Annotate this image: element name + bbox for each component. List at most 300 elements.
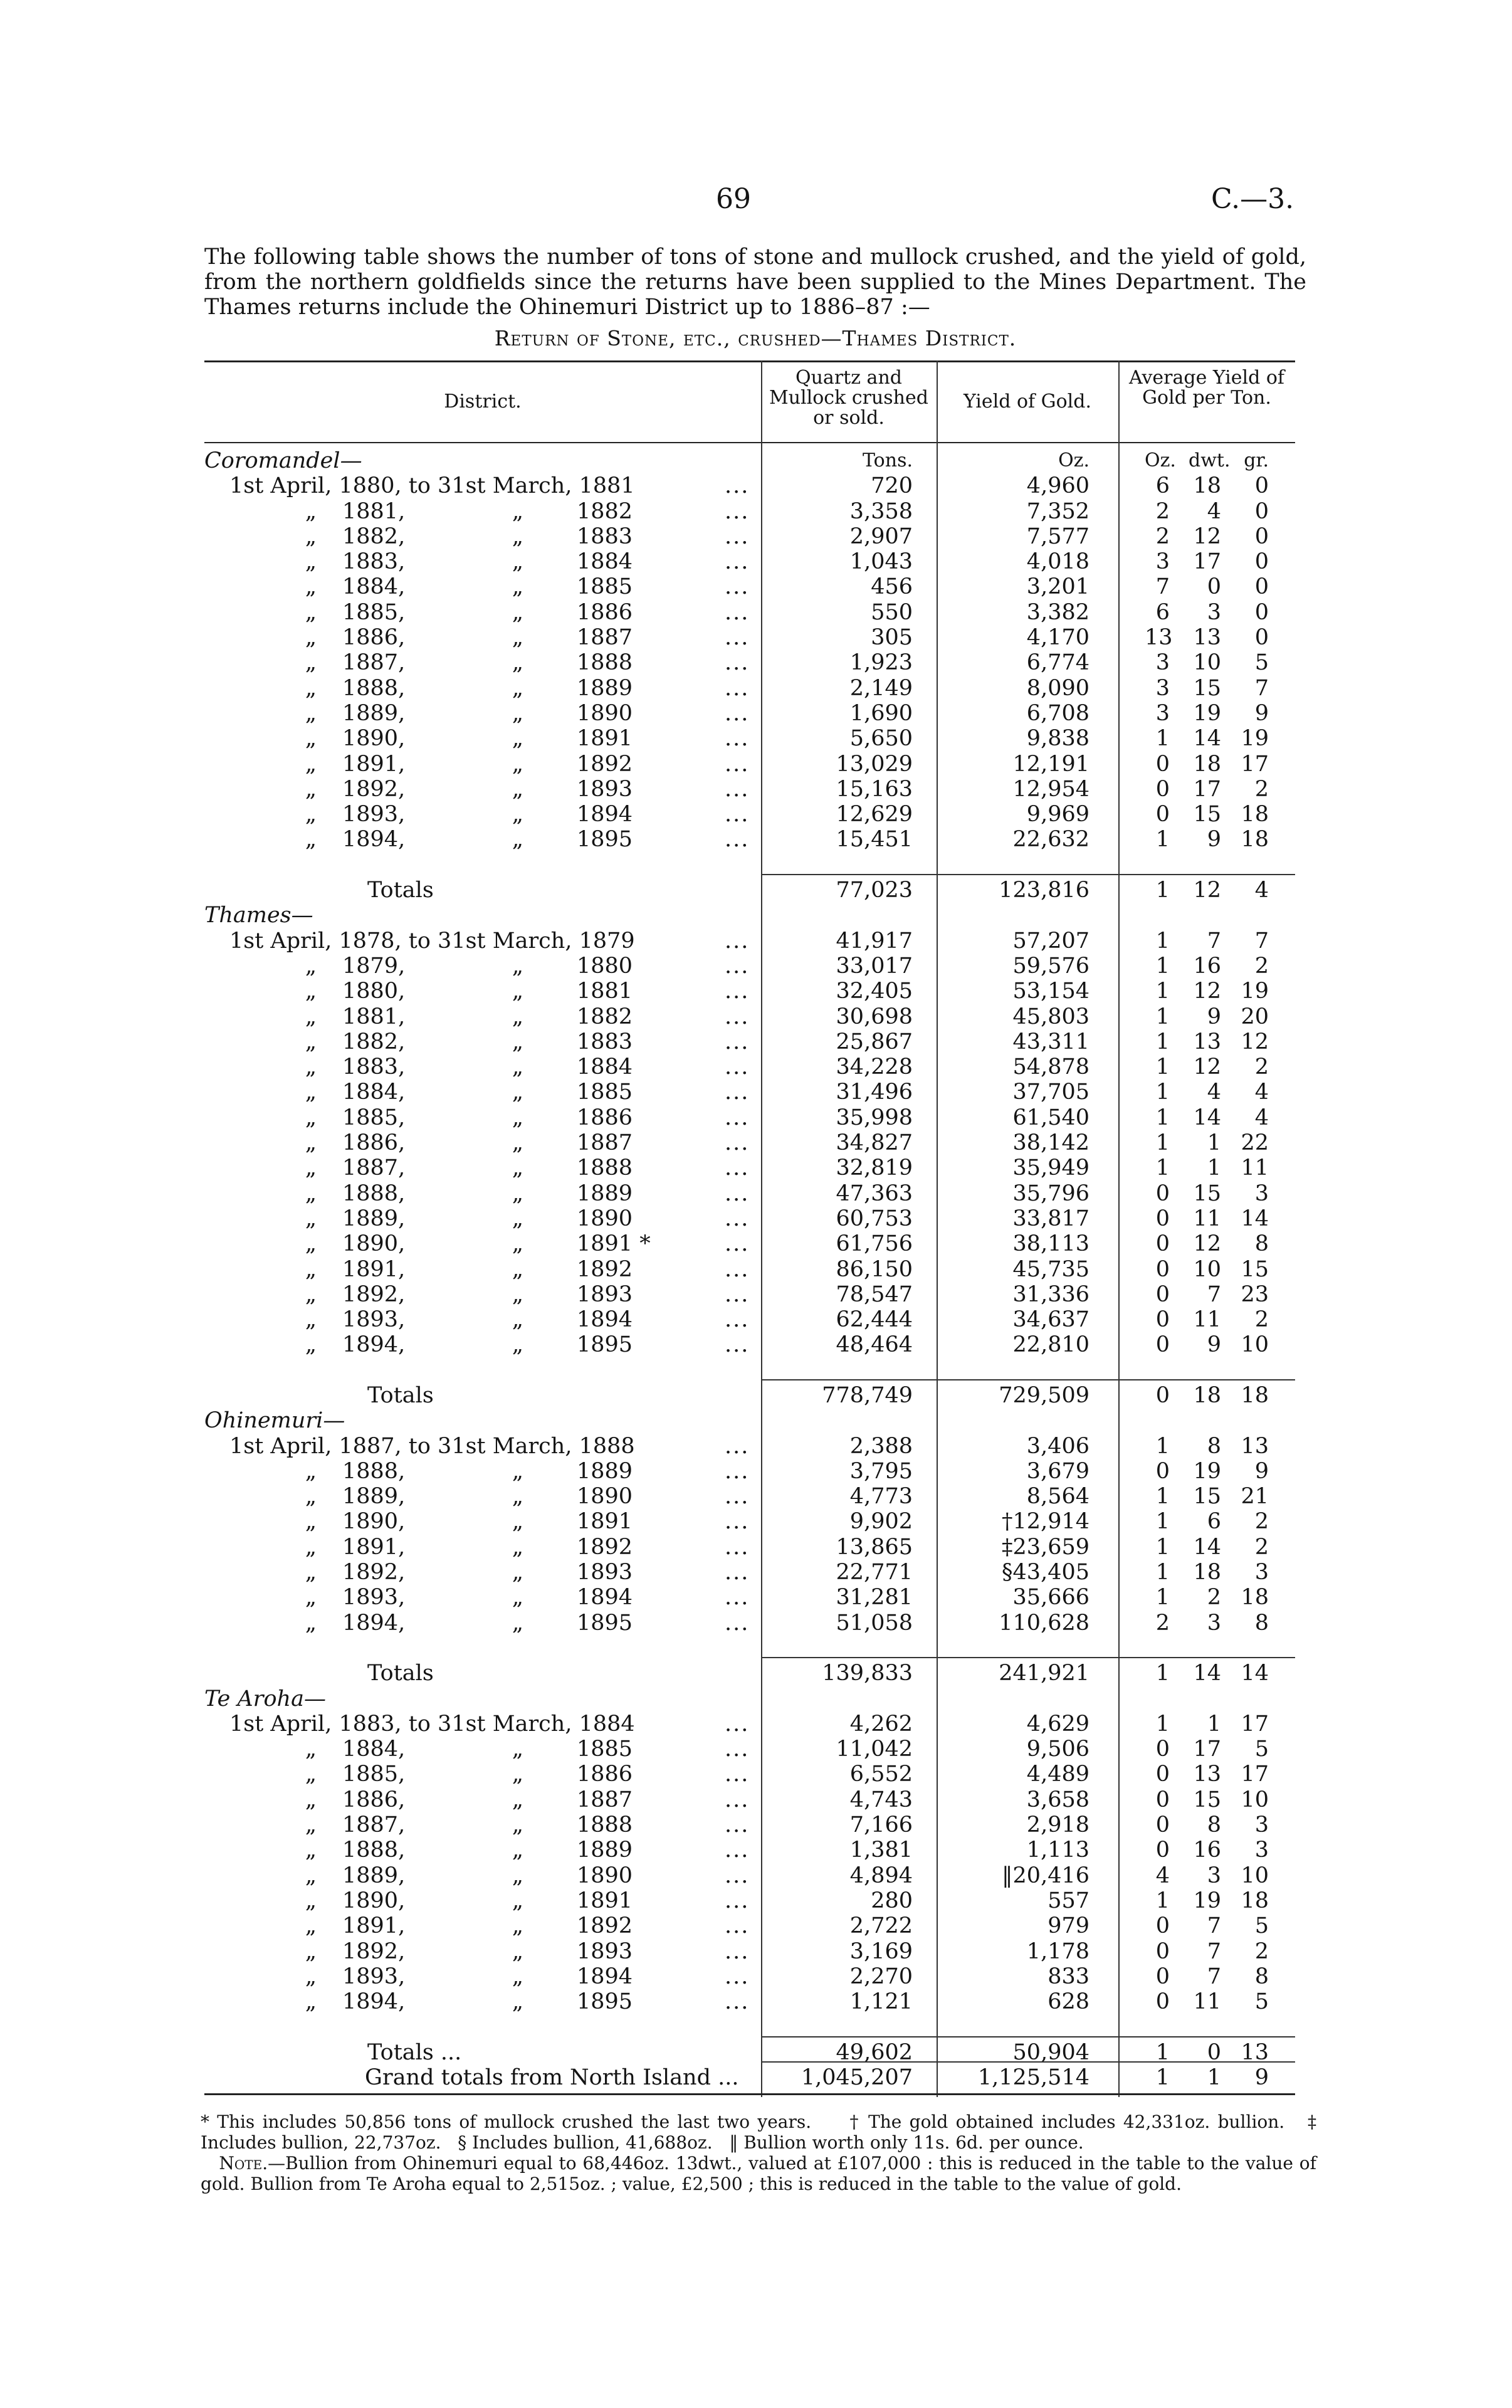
table-row — [204, 1812, 1295, 1838]
average-oz: 1 — [1155, 1509, 1170, 1535]
period-start: 1890, — [342, 1509, 406, 1535]
leader-dots: ... — [725, 1180, 750, 1206]
ditto-mark: „ — [305, 1130, 317, 1156]
period-start: 1893, — [342, 1585, 406, 1611]
leader-dots: ... — [725, 827, 750, 853]
average-gr: 0 — [1254, 498, 1269, 524]
tons-crushed: 7,166 — [849, 1812, 913, 1838]
average-oz: 4 — [1155, 1863, 1170, 1888]
period-start: 1880, — [342, 979, 406, 1004]
average-gr: 9 — [1254, 1458, 1269, 1484]
table-row — [204, 1611, 1295, 1636]
period-end: 1891 * — [577, 1231, 651, 1257]
ditto-mark: „ — [305, 1458, 317, 1484]
average-dwt: 11 — [1193, 1989, 1221, 2015]
gold-yield: 4,018 — [1026, 549, 1089, 575]
period-end: 1892 — [577, 1256, 633, 1282]
table-row — [204, 701, 1295, 726]
average-gr: 5 — [1254, 1989, 1269, 2015]
ditto-mark: „ — [512, 1838, 524, 1863]
average-oz: 3 — [1155, 675, 1170, 701]
tons-crushed: 2,270 — [849, 1964, 913, 1989]
leader-dots: ... — [725, 1711, 750, 1737]
gold-yield: 4,489 — [1026, 1762, 1089, 1787]
average-dwt: 12 — [1193, 1231, 1221, 1257]
tons-crushed: 2,149 — [849, 675, 913, 701]
tons-crushed: 13,029 — [836, 751, 913, 777]
tons-crushed: 3,358 — [849, 498, 913, 524]
tons-crushed: 86,150 — [836, 1256, 913, 1282]
period-end: 1893 — [577, 1281, 633, 1307]
average-dwt: 17 — [1193, 549, 1221, 575]
average-oz: 0 — [1155, 1281, 1170, 1307]
ditto-mark: „ — [512, 1155, 524, 1181]
ditto-mark: „ — [305, 1509, 317, 1535]
unit-oz: Oz. — [1145, 450, 1176, 471]
period-start: 1884, — [342, 1080, 406, 1105]
average-gr: 13 — [1241, 1433, 1269, 1459]
period-end: 1884 — [577, 1054, 633, 1080]
average-oz: 0 — [1155, 1787, 1170, 1812]
average-oz: 1 — [1155, 1130, 1170, 1156]
gold-yield: 38,113 — [1012, 1231, 1089, 1257]
totals-rule — [761, 2036, 1295, 2037]
tons-crushed: 12,629 — [836, 802, 913, 828]
header-yield: Yield of Gold. — [963, 391, 1092, 413]
average-gr: 9 — [1254, 2065, 1269, 2090]
average-gr: 13 — [1241, 2039, 1269, 2065]
ditto-mark: „ — [512, 1054, 524, 1080]
gold-yield: 12,954 — [1012, 776, 1089, 802]
table-row — [204, 650, 1295, 675]
period-start: 1889, — [342, 1484, 406, 1510]
leader-dots: ... — [725, 802, 750, 828]
average-gr: 14 — [1241, 1661, 1269, 1686]
average-dwt: 0 — [1207, 574, 1221, 600]
totals-oz: 50,904 — [1012, 2039, 1089, 2065]
ditto-mark: „ — [305, 1737, 317, 1762]
average-dwt: 13 — [1193, 625, 1221, 651]
period-start: 1887, — [342, 650, 406, 676]
ditto-mark: „ — [305, 1332, 317, 1358]
ditto-mark: „ — [512, 1256, 524, 1282]
average-oz: 1 — [1155, 1888, 1170, 1913]
period-end: 1887 — [577, 625, 633, 651]
average-gr: 2 — [1254, 1509, 1269, 1535]
gold-yield: 628 — [1047, 1989, 1089, 2015]
average-oz: 6 — [1155, 599, 1170, 625]
ditto-mark: „ — [305, 1838, 317, 1863]
ditto-mark: „ — [305, 827, 317, 853]
totals-rule — [761, 1379, 1295, 1380]
leader-dots: ... — [725, 1762, 750, 1787]
gold-yield: 2,918 — [1026, 1812, 1089, 1838]
ditto-mark: „ — [512, 700, 524, 726]
gold-yield: 61,540 — [1012, 1105, 1089, 1130]
average-gr: 3 — [1254, 1560, 1269, 1585]
average-dwt: 15 — [1193, 675, 1221, 701]
average-dwt: 18 — [1193, 1382, 1221, 1408]
average-dwt: 4 — [1207, 498, 1221, 524]
tons-crushed: 32,819 — [836, 1155, 913, 1181]
average-dwt: 1 — [1207, 1155, 1221, 1181]
average-oz: 1 — [1155, 1029, 1170, 1054]
period-end: 1886 — [577, 1762, 633, 1787]
period-label: 1st April, 1880, to 31st March, 1881 — [229, 473, 635, 499]
average-dwt: 7 — [1207, 1281, 1221, 1307]
average-dwt: 17 — [1193, 1737, 1221, 1762]
tons-crushed: 4,743 — [849, 1787, 913, 1812]
ditto-mark: „ — [512, 1332, 524, 1358]
ditto-mark: „ — [512, 498, 524, 524]
period-end: 1889 — [577, 1838, 633, 1863]
gold-yield: 8,090 — [1026, 675, 1089, 701]
ditto-mark: „ — [512, 1787, 524, 1812]
totals-label: Totals — [367, 1382, 434, 1408]
period-start: 1892, — [342, 1938, 406, 1964]
gold-yield: 3,679 — [1026, 1458, 1089, 1484]
average-oz: 1 — [1155, 1534, 1170, 1560]
tons-crushed: 31,281 — [836, 1585, 913, 1611]
ditto-mark: „ — [305, 1913, 317, 1939]
period-end: 1893 — [577, 1560, 633, 1585]
tons-crushed: 2,907 — [849, 523, 913, 549]
leader-dots: ... — [725, 1484, 750, 1510]
average-dwt: 4 — [1207, 1080, 1221, 1105]
totals-tons: 77,023 — [836, 878, 913, 903]
table-row — [204, 928, 1295, 954]
ditto-mark: „ — [305, 1105, 317, 1130]
ditto-mark: „ — [305, 1231, 317, 1257]
average-gr: 19 — [1241, 979, 1269, 1004]
average-gr: 4 — [1254, 1105, 1269, 1130]
grand-total-rule — [761, 2061, 1295, 2063]
leader-dots: ... — [725, 1737, 750, 1762]
average-dwt: 15 — [1193, 1180, 1221, 1206]
note-label: Note. — [219, 2153, 268, 2174]
gold-yield: 3,382 — [1026, 599, 1089, 625]
period-end: 1895 — [577, 827, 633, 853]
period-end: 1894 — [577, 1585, 633, 1611]
period-start: 1891, — [342, 751, 406, 777]
average-gr: 11 — [1241, 1155, 1269, 1181]
average-gr: 3 — [1254, 1812, 1269, 1838]
tons-crushed: 720 — [871, 473, 913, 499]
average-oz: 1 — [1155, 1585, 1170, 1611]
ditto-mark: „ — [305, 1054, 317, 1080]
average-dwt: 0 — [1207, 2039, 1221, 2065]
average-gr: 2 — [1254, 953, 1269, 979]
period-end: 1894 — [577, 1307, 633, 1333]
ditto-mark: „ — [305, 1484, 317, 1510]
leader-dots: ... — [725, 1534, 750, 1560]
gold-yield: 34,637 — [1012, 1307, 1089, 1333]
average-dwt: 10 — [1193, 650, 1221, 676]
gold-yield: §43,405 — [1002, 1560, 1089, 1585]
leader-dots: ... — [725, 625, 750, 651]
gold-yield: 6,708 — [1026, 700, 1089, 726]
ditto-mark: „ — [512, 1812, 524, 1838]
period-label: 1st April, 1878, to 31st March, 1879 — [229, 928, 635, 954]
table-row — [204, 1307, 1295, 1332]
period-end: 1890 — [577, 1206, 633, 1231]
ditto-mark: „ — [512, 776, 524, 802]
tons-crushed: 9,902 — [849, 1509, 913, 1535]
average-gr: 0 — [1254, 549, 1269, 575]
leader-dots: ... — [725, 599, 750, 625]
ditto-mark: „ — [305, 953, 317, 979]
period-end: 1890 — [577, 1863, 633, 1888]
average-oz: 1 — [1155, 878, 1170, 903]
header-average-yield: Average Yield of Gold per Ton. — [1129, 367, 1284, 409]
ditto-mark: „ — [305, 1206, 317, 1231]
grand-total-label: Grand totals from North Island ... — [365, 2065, 739, 2090]
average-gr: 18 — [1241, 802, 1269, 828]
average-gr: 18 — [1241, 827, 1269, 853]
average-gr: 3 — [1254, 1180, 1269, 1206]
gold-yield: 3,201 — [1026, 574, 1089, 600]
ditto-mark: „ — [512, 1863, 524, 1888]
tons-crushed: 31,496 — [836, 1080, 913, 1105]
average-oz: 1 — [1155, 1433, 1170, 1459]
average-dwt: 6 — [1207, 1509, 1221, 1535]
leader-dots: ... — [725, 1155, 750, 1181]
average-gr: 8 — [1254, 1231, 1269, 1257]
tons-crushed: 1,381 — [849, 1838, 913, 1863]
tons-crushed: 4,262 — [849, 1711, 913, 1737]
average-gr: 0 — [1254, 625, 1269, 651]
leader-dots: ... — [725, 675, 750, 701]
ditto-mark: „ — [512, 1938, 524, 1964]
period-end: 1888 — [577, 1155, 633, 1181]
ditto-mark: „ — [512, 1534, 524, 1560]
table-row — [204, 1054, 1295, 1080]
period-end: 1885 — [577, 574, 633, 600]
note-text: —Bullion from Ohinemuri equal to 68,446oz. 13dwt., valued at £107,000 : this is reduced in the table to the value of gold. Bullion from Te Aroha equal to 2,515oz. ; value, £2,500 ; this is reduced in the table to the value of gold. — [201, 2153, 1316, 2194]
ditto-mark: „ — [305, 751, 317, 777]
period-start: 1885, — [342, 599, 406, 625]
average-dwt: 9 — [1207, 827, 1221, 853]
ditto-mark: „ — [305, 599, 317, 625]
period-start: 1893, — [342, 1307, 406, 1333]
average-dwt: 14 — [1193, 1534, 1221, 1560]
tons-crushed: 51,058 — [836, 1610, 913, 1636]
table-row — [204, 1863, 1295, 1888]
table-row — [204, 1206, 1295, 1231]
totals-tons: 139,833 — [822, 1661, 913, 1686]
gold-yield: 43,311 — [1012, 1029, 1089, 1054]
average-dwt: 19 — [1193, 1888, 1221, 1913]
ditto-mark: „ — [305, 1080, 317, 1105]
average-oz: 0 — [1155, 802, 1170, 828]
gold-yield: 31,336 — [1012, 1281, 1089, 1307]
period-end: 1890 — [577, 700, 633, 726]
average-dwt: 7 — [1207, 928, 1221, 954]
section-header — [204, 1408, 1295, 1433]
average-dwt: 7 — [1207, 1964, 1221, 1989]
ditto-mark: „ — [512, 1989, 524, 2015]
tons-crushed: 2,722 — [849, 1913, 913, 1939]
average-oz: 2 — [1155, 1610, 1170, 1636]
intro-paragraph: The following table shows the number of tons of stone and mullock crushed, and the yield of gold, from the northern goldfields since the returns have been supplied to the Mines Department. The Thames returns include the Ohinemuri District up to 1886–87 :— — [204, 244, 1306, 320]
gold-yield: 6,774 — [1026, 650, 1089, 676]
leader-dots: ... — [725, 1029, 750, 1054]
period-start: 1894, — [342, 827, 406, 853]
tons-crushed: 32,405 — [836, 979, 913, 1004]
period-start: 1894, — [342, 1989, 406, 2015]
table-row — [204, 1181, 1295, 1206]
footnotes — [201, 2111, 1316, 2194]
table-row — [204, 1130, 1295, 1155]
period-end: 1889 — [577, 675, 633, 701]
tons-crushed: 30,698 — [836, 1004, 913, 1029]
average-dwt: 3 — [1207, 1863, 1221, 1888]
average-dwt: 16 — [1193, 1838, 1221, 1863]
gold-yield: 53,154 — [1012, 979, 1089, 1004]
average-gr: 22 — [1241, 1130, 1269, 1156]
period-end: 1886 — [577, 1105, 633, 1130]
leader-dots: ... — [725, 751, 750, 777]
average-gr: 5 — [1254, 650, 1269, 676]
period-start: 1883, — [342, 549, 406, 575]
ditto-mark: „ — [305, 1004, 317, 1029]
totals-oz: 729,509 — [999, 1382, 1089, 1408]
ditto-mark: „ — [512, 1737, 524, 1762]
table-top-rule — [204, 360, 1295, 362]
average-gr: 8 — [1254, 1964, 1269, 1989]
gold-yield: 54,878 — [1012, 1054, 1089, 1080]
leader-dots: ... — [725, 1938, 750, 1964]
footnote-double-dagger: ‡ Includes bullion, 22,737oz. — [201, 2111, 1317, 2153]
gold-yield: 7,577 — [1026, 523, 1089, 549]
average-oz: 1 — [1155, 1105, 1170, 1130]
average-gr: 0 — [1254, 473, 1269, 499]
section-header — [204, 448, 1295, 473]
table-body — [204, 448, 1295, 2090]
table-row — [204, 499, 1295, 524]
header-bottom-rule — [204, 442, 1295, 443]
gold-yield: 1,113 — [1026, 1838, 1089, 1863]
period-end: 1891 — [577, 1509, 633, 1535]
leader-dots: ... — [725, 1812, 750, 1838]
average-gr: 0 — [1254, 599, 1269, 625]
ditto-mark: „ — [305, 1256, 317, 1282]
ditto-mark: „ — [305, 498, 317, 524]
tons-crushed: 35,998 — [836, 1105, 913, 1130]
period-end: 1882 — [577, 498, 633, 524]
average-dwt: 15 — [1193, 1787, 1221, 1812]
gold-yield: 22,632 — [1012, 827, 1089, 853]
period-start: 1886, — [342, 625, 406, 651]
ditto-mark: „ — [512, 625, 524, 651]
period-end: 1888 — [577, 650, 633, 676]
average-dwt: 13 — [1193, 1029, 1221, 1054]
tons-crushed: 25,867 — [836, 1029, 913, 1054]
average-gr: 10 — [1241, 1787, 1269, 1812]
ditto-mark: „ — [305, 1281, 317, 1307]
ditto-mark: „ — [305, 1812, 317, 1838]
period-start: 1892, — [342, 1281, 406, 1307]
average-dwt: 18 — [1193, 473, 1221, 499]
average-oz: 1 — [1155, 827, 1170, 853]
tons-crushed: 34,228 — [836, 1054, 913, 1080]
table-row — [204, 1332, 1295, 1357]
table-row — [204, 1787, 1295, 1812]
average-gr: 0 — [1254, 523, 1269, 549]
tons-crushed: 41,917 — [836, 928, 913, 954]
leader-dots: ... — [725, 1585, 750, 1611]
leader-dots: ... — [725, 1989, 750, 2015]
table-row — [204, 625, 1295, 650]
gold-yield: 38,142 — [1012, 1130, 1089, 1156]
leader-dots: ... — [725, 1964, 750, 1989]
period-end: 1888 — [577, 1812, 633, 1838]
grand-total-oz: 1,125,514 — [977, 2065, 1089, 2090]
average-oz: 1 — [1155, 1560, 1170, 1585]
average-oz: 6 — [1155, 473, 1170, 499]
gold-yield: †12,914 — [1002, 1509, 1089, 1535]
ditto-mark: „ — [512, 1913, 524, 1939]
leader-dots: ... — [725, 979, 750, 1004]
average-gr: 9 — [1254, 700, 1269, 726]
table-row — [204, 1535, 1295, 1560]
gold-yield: 979 — [1047, 1913, 1089, 1939]
period-end: 1887 — [577, 1787, 633, 1812]
tons-crushed: 4,773 — [849, 1484, 913, 1510]
leader-dots: ... — [725, 928, 750, 954]
period-start: 1892, — [342, 1560, 406, 1585]
totals-row — [204, 1661, 1295, 1686]
footnote-star: * This includes 50,856 tons of mullock crushed the last two years. — [201, 2111, 812, 2132]
ditto-mark: „ — [512, 1585, 524, 1611]
period-end: 1882 — [577, 1004, 633, 1029]
table-bottom-rule — [204, 2093, 1295, 2095]
leader-dots: ... — [725, 1105, 750, 1130]
average-oz: 0 — [1155, 1737, 1170, 1762]
period-end: 1891 — [577, 1888, 633, 1913]
average-gr: 14 — [1241, 1206, 1269, 1231]
period-start: 1892, — [342, 776, 406, 802]
totals-label: Totals ... — [367, 2039, 462, 2065]
gold-yield: 833 — [1047, 1964, 1089, 1989]
table-row — [204, 1560, 1295, 1585]
average-gr: 2 — [1254, 776, 1269, 802]
ditto-mark: „ — [305, 1762, 317, 1787]
period-label: 1st April, 1883, to 31st March, 1884 — [229, 1711, 635, 1737]
period-end: 1895 — [577, 1332, 633, 1358]
tons-crushed: 456 — [871, 574, 913, 600]
average-dwt: 13 — [1193, 1762, 1221, 1787]
average-gr: 5 — [1254, 1737, 1269, 1762]
ditto-mark: „ — [305, 700, 317, 726]
average-oz: 0 — [1155, 1964, 1170, 1989]
ditto-mark: „ — [512, 726, 524, 752]
table-row — [204, 1434, 1295, 1459]
leader-dots: ... — [725, 1130, 750, 1156]
tons-crushed: 5,650 — [849, 726, 913, 752]
average-dwt: 7 — [1207, 1913, 1221, 1939]
tons-crushed: 15,163 — [836, 776, 913, 802]
ditto-mark: „ — [512, 1560, 524, 1585]
average-gr: 7 — [1254, 675, 1269, 701]
ditto-mark: „ — [512, 1004, 524, 1029]
period-end: 1892 — [577, 1534, 633, 1560]
ditto-mark: „ — [305, 675, 317, 701]
section-name: Coromandel— — [204, 448, 362, 473]
period-start: 1889, — [342, 1863, 406, 1888]
table-row — [204, 1737, 1295, 1762]
ditto-mark: „ — [305, 979, 317, 1004]
